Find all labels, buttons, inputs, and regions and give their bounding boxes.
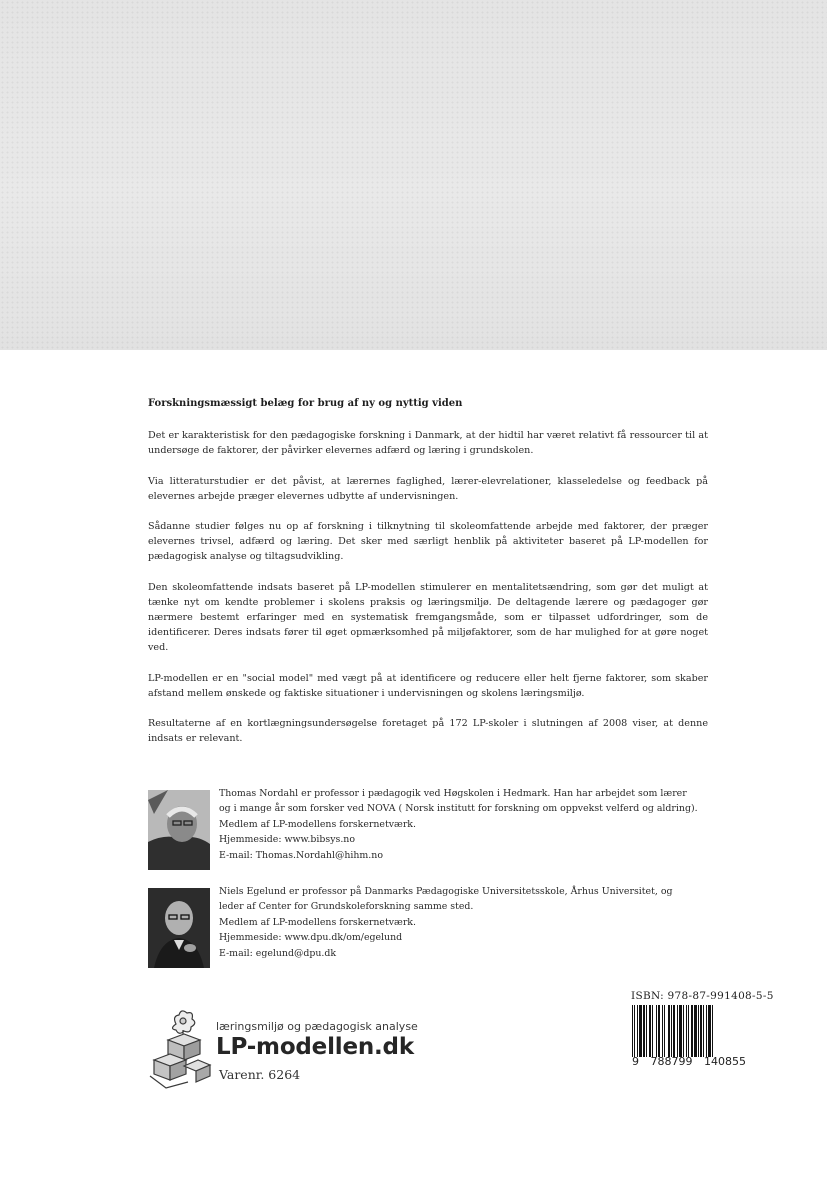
- paragraph: Det er karakteristisk for den pædagogiske forskning i Danmark, at der hidtil har været relativt få ressourcer til at undersøge de faktorer, der påvirker elevernes adfærd og læring i grundskolen.: [148, 430, 708, 457]
- barcode-bar: [686, 1005, 687, 1057]
- bio-line: Medlem af LP-modellens forskernetværk.: [219, 916, 416, 928]
- barcode-digits: [630, 1055, 748, 1069]
- barcode-bar: [700, 1005, 702, 1057]
- bio-line: E-mail: egelund@dpu.dk: [219, 947, 337, 959]
- barcode-digit-group: 140855: [704, 1055, 746, 1068]
- item-number: Varenr. 6264: [219, 1067, 301, 1082]
- barcode-bar: [673, 1005, 675, 1057]
- paragraph: Sådanne studier følges nu op af forskning i tilknytning til skoleomfattende arbejde med faktorer, der præger elevernes trivsel, adfærd og læring. Det sker med særligt henblik på aktiviteter baseret på LP-modellen for pædagogisk analyse og tiltagsudvikling.: [148, 521, 708, 563]
- barcode-bar: [698, 1005, 699, 1057]
- author-bio-egelund: [148, 888, 708, 978]
- barcode-bar: [703, 1005, 704, 1057]
- barcode-bar: [664, 1005, 665, 1057]
- barcode-bar: [643, 1005, 645, 1057]
- top-gray-band: [0, 0, 827, 350]
- barcode-bar: [706, 1005, 707, 1057]
- logo-brand: LP-modellen.dk: [216, 1034, 414, 1060]
- barcode-bar: [688, 1005, 689, 1057]
- barcode-bar: [671, 1005, 672, 1057]
- barcode-bar: [639, 1005, 642, 1057]
- barcode-bar: [691, 1005, 693, 1057]
- barcode-bar: [708, 1005, 711, 1057]
- barcode-bar: [668, 1005, 670, 1057]
- bio-line: Medlem af LP-modellens forskernetværk.: [219, 818, 416, 830]
- barcode-bar: [652, 1005, 653, 1057]
- barcode-bar: [637, 1005, 638, 1057]
- bio-line: Hjemmeside: www.bibsys.no: [219, 834, 355, 846]
- barcode-digit-group: 9: [632, 1055, 639, 1068]
- barcode-bar: [656, 1005, 657, 1057]
- author-bio-nordahl: [148, 790, 708, 880]
- barcode-bar: [632, 1005, 633, 1057]
- barcode-bar: [634, 1005, 635, 1057]
- paragraph: Via litteraturstudier er det påvist, at lærernes faglighed, lærer-elevrelationer, klasseledelse og feedback på elevernes arbejde præger elevernes udbytte af undervisningen.: [148, 475, 708, 502]
- paragraph: LP-modellen er en "social model" med vægt på at identificere og reducere eller helt fjerne faktorer, som skaber afstand mellem ønskede og faktiske situationer i undervisningen og skolens læringsmiljø.: [148, 672, 708, 699]
- stacked-cubes-icon: [148, 1010, 214, 1090]
- lp-modellen-logo: [148, 1010, 438, 1090]
- barcode-bar: [658, 1005, 660, 1057]
- bio-line: Niels Egelund er professor på Danmarks Pædagogiske Universitetsskole, Århus Universitet, og leder af Center for Grundskoleforskning samme sted.: [219, 886, 673, 913]
- author-photo: [148, 888, 210, 968]
- barcode-bar: [694, 1005, 697, 1057]
- barcode-bar: [679, 1005, 682, 1057]
- section-heading: Forskningsmæssigt belæg for brug af ny og nyttig viden: [148, 398, 463, 409]
- barcode-bar: [683, 1005, 684, 1057]
- bio-line: Thomas Nordahl er professor i pædagogik ved Høgskolen i Hedmark. Han har arbejdet som lærer og i mange år som forsker ved NOVA ( Norsk institutt for forskning om oppvekst velferd og aldring).: [219, 788, 698, 815]
- barcode-icon: [630, 1005, 748, 1057]
- bio-line: E-mail: Thomas.Nordahl@hihm.no: [219, 849, 383, 861]
- barcode-bar: [662, 1005, 663, 1057]
- logo-tagline: læringsmiljø og pædagogisk analyse: [216, 1020, 418, 1033]
- barcode-bar: [649, 1005, 651, 1057]
- barcode-bar: [677, 1005, 678, 1057]
- author-bio-text: [219, 884, 699, 961]
- barcode-bar: [646, 1005, 647, 1057]
- bio-line: Hjemmeside: www.dpu.dk/om/egelund: [219, 932, 403, 944]
- paragraph: Den skoleomfattende indsats baseret på LP-modellen stimulerer en mentalitetsændring, som gør det muligt at tænke nyt om kendte problemer i skolens praksis og læringsmiljø. De deltagende lærere og pædagoger gør nærmere bestemt erfaringer med en systematisk fremgangsmåde, som er tilpasset udfordringer, som de identificerer. Deres indsats fører til øget opmærksomhed på miljøfaktorer, som de har mulighed for at gøre noget ved.: [148, 581, 708, 654]
- paragraph: Resultaterne af en kortlægningsundersøgelse foretaget på 172 LP-skoler i slutningen af 2008 viser, at denne indsats er relevant.: [148, 718, 708, 745]
- barcode-bar: [712, 1005, 713, 1057]
- isbn-barcode: [630, 1005, 748, 1071]
- barcode-digit-group: 788799: [650, 1055, 693, 1068]
- back-cover-text: [148, 396, 708, 761]
- author-bio-text: [219, 786, 699, 863]
- isbn-label: ISBN: 978-87-991408-5-5: [631, 990, 774, 1002]
- author-photo: [148, 790, 210, 870]
